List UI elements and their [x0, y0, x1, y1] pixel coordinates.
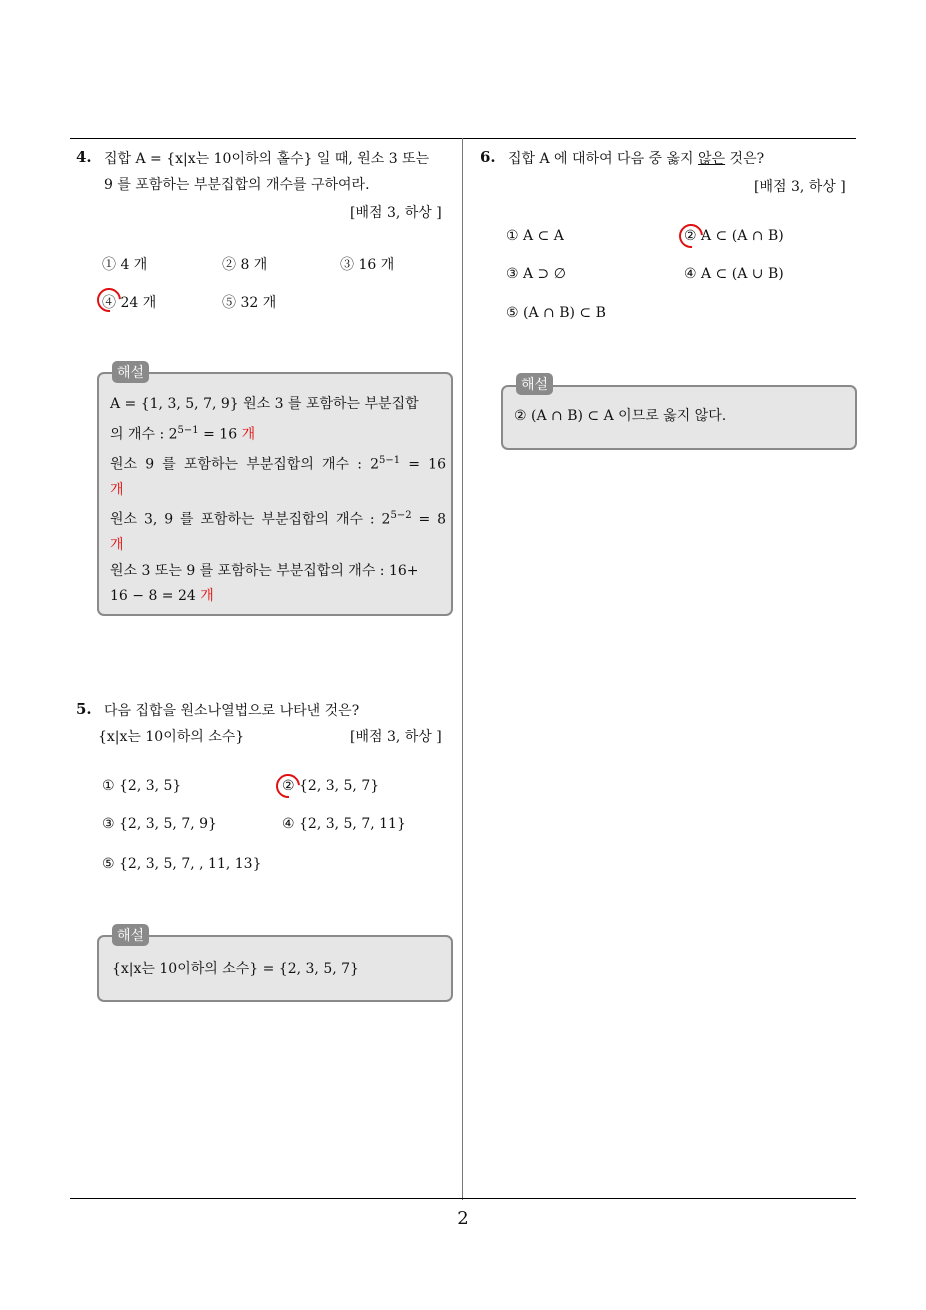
q6-stem-underlined: 않은 [698, 151, 726, 167]
q4-sol-line6: 개 [110, 537, 124, 554]
q4-sol-unit: 개 [241, 426, 256, 443]
q6-solution-tag: 해설 [516, 373, 553, 395]
answer-circle-mark [271, 769, 305, 803]
q5-option-3[interactable]: ③ {2, 3, 5, 7, 9} [102, 816, 217, 832]
q6-option-3[interactable]: ③ A ⊃ ∅ [506, 266, 566, 282]
q4-sol-line8 [110, 584, 446, 610]
q6-points: [배점 3, 하상 ] [754, 179, 846, 195]
column-divider [462, 138, 463, 1200]
q6-stem-post: 것은? [725, 151, 765, 167]
q4-sol-l2b: = 16 [198, 426, 238, 443]
q5-stem-line1: 다음 집합을 원소나열법으로 나타낸 것은? [104, 703, 360, 719]
q4-points: [배점 3, 하상 ] [350, 205, 442, 221]
q4-option-2[interactable]: ② 8 개 [222, 257, 268, 273]
q4-solution-tag: 해설 [112, 361, 149, 383]
q4-option-4[interactable]: ④ 24 개 [102, 295, 157, 311]
q4-sol-line7: 원소 3 또는 9 를 포함하는 부분집합의 개수 : 16+ [110, 562, 419, 579]
q6-stem-pre: 집합 A 에 대하여 다음 중 옳지 [508, 151, 699, 167]
q6-solution-text: ② (A ∩ B) ⊂ A 이므로 옳지 않다. [514, 408, 727, 424]
q5-option-2[interactable]: ② {2, 3, 5, 7} [282, 778, 380, 794]
q4-solution-text [110, 392, 446, 610]
q5-solution-tag: 해설 [112, 924, 149, 946]
q4-stem-line1: 집합 A = {x|x는 10이하의 홀수} 일 때, 원소 3 또는 [104, 151, 430, 167]
q5-option-1[interactable]: ① {2, 3, 5} [102, 778, 182, 794]
q4-sol-line2 [110, 418, 446, 448]
q6-number: 6. [480, 148, 496, 166]
q4-sol-line4: 개 [110, 481, 124, 498]
q6-option-1[interactable]: ① A ⊂ A [506, 228, 564, 244]
q4-number: 4. [76, 148, 92, 166]
q6-stem-line1 [508, 146, 764, 172]
q5-option-5[interactable]: ⑤ {2, 3, 5, 7, , 11, 13} [102, 856, 262, 872]
answer-circle-mark [674, 219, 708, 253]
q4-stem-line2: 9 를 포함하는 부분집합의 개수를 구하여라. [104, 177, 370, 193]
q4-sol-line1: A = {1, 3, 5, 7, 9} 원소 3 를 포함하는 부분집합 [110, 396, 419, 412]
page-number: 2 [457, 1208, 469, 1229]
q4-sol-line3 [110, 448, 446, 478]
q4-sol-l3a: 원소 9 를 포함하는 부분집합의 개수 : 2 [110, 456, 380, 473]
q5-option-4[interactable]: ④ {2, 3, 5, 7, 11} [282, 816, 406, 832]
q4-sol-l3sup: 5−1 [379, 454, 401, 466]
q4-sol-l5a: 원소 3, 9 를 포함하는 부분집합의 개수 : 2 [110, 511, 391, 528]
q6-option-5[interactable]: ⑤ (A ∩ B) ⊂ B [506, 305, 606, 321]
q5-solution-text: {x|x는 10이하의 소수} = {2, 3, 5, 7} [112, 961, 359, 977]
q4-sol-l8: 16 − 8 = 24 [110, 588, 196, 605]
q4-option-5[interactable]: ⑤ 32 개 [222, 295, 277, 311]
q4-option-1[interactable]: ① 4 개 [102, 257, 148, 273]
q5-number: 5. [76, 700, 92, 718]
q6-option-4[interactable]: ④ A ⊂ (A ∪ B) [684, 266, 784, 282]
bottom-rule [70, 1198, 856, 1199]
q4-sol-l5sup: 5−2 [390, 510, 412, 522]
q4-sol-l2sup: 5−1 [177, 424, 199, 436]
q4-sol-l3b: = 16 [400, 456, 446, 473]
q6-option-2[interactable]: ② A ⊂ (A ∩ B) [684, 228, 784, 244]
q4-sol-l5b: = 8 [411, 511, 447, 528]
q5-points: [배점 3, 하상 ] [350, 729, 442, 745]
q4-option-3[interactable]: ③ 16 개 [340, 257, 395, 273]
q4-sol-line5 [110, 503, 446, 533]
top-rule [70, 138, 856, 139]
q5-stem-line2: {x|x는 10이하의 소수} [98, 729, 245, 745]
q4-sol-l2a: 의 개수 : 2 [110, 426, 178, 443]
q4-sol-unit-2: 개 [200, 588, 214, 605]
